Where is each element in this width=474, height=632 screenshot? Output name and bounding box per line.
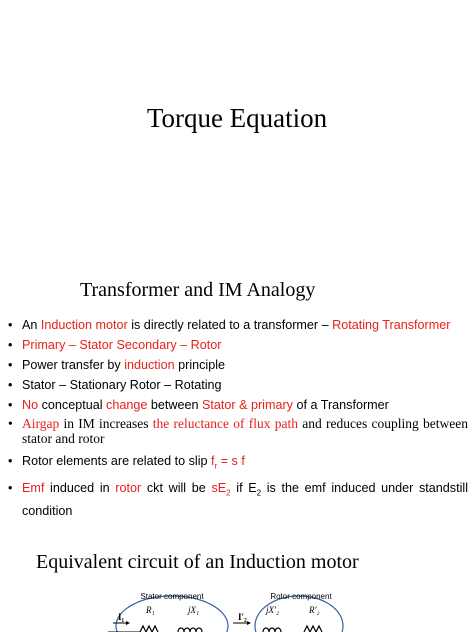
bullet-text-segment: Rotor elements are related to slip xyxy=(22,454,211,468)
bullet-text-segment: of a Transformer xyxy=(292,398,389,412)
x2-inductor xyxy=(263,628,281,632)
analogy-bullet-7 xyxy=(8,452,468,476)
rotor-component-label: Rotor component xyxy=(270,592,332,601)
bullet-text-segment: f xyxy=(211,454,215,468)
bullet-text-segment: Stator & primary xyxy=(201,398,293,412)
bullet-text-segment: ckt will be xyxy=(141,480,212,495)
r2-label: R′₂ xyxy=(309,605,320,615)
slide-title-torque-equation: Torque Equation xyxy=(146,103,328,133)
bullet-dot: • xyxy=(8,358,13,372)
bullet-dot: • xyxy=(8,454,13,468)
bullet-dot: • xyxy=(8,318,13,332)
analogy-bullet-8 xyxy=(8,479,468,521)
analogy-bullet-3 xyxy=(8,356,468,374)
bullet-text-segment: the reluctance of flux path xyxy=(152,416,299,431)
current-i2-label: I′₂ xyxy=(238,612,247,622)
bullet-text-segment: Stator – Stationary Rotor – Rotating xyxy=(22,378,222,392)
bullet-text-segment: 2 xyxy=(256,488,262,498)
r2-resistor xyxy=(304,626,322,632)
analogy-bullet-5 xyxy=(8,396,468,414)
bullet-text-segment: in IM increases xyxy=(59,416,153,431)
bullet-dot: • xyxy=(8,398,13,412)
analogy-bullet-2 xyxy=(8,336,468,354)
bullet-text-segment: between xyxy=(147,398,202,412)
bullet-text-segment: and reduces coupling between stator and rotor xyxy=(22,416,468,446)
r1-label: R₁ xyxy=(146,605,155,615)
bullet-text-segment: rotor xyxy=(115,480,142,495)
stator-ellipse xyxy=(116,596,228,632)
bullet-dot: • xyxy=(8,416,13,431)
bullet-text-segment: Induction motor xyxy=(40,318,128,332)
bullet-dot: • xyxy=(8,480,13,495)
analogy-bullet-6 xyxy=(8,416,468,446)
analogy-bullet-4 xyxy=(8,376,468,394)
stator-component-label: Stator component xyxy=(140,592,204,601)
bullet-text-segment: principle xyxy=(174,358,226,372)
bullet-text-segment: Emf xyxy=(22,480,45,495)
bullet-text-segment: r xyxy=(214,461,218,471)
analogy-bullet-1 xyxy=(8,316,468,334)
bullet-text-segment: = s f xyxy=(217,454,245,468)
bullet-text-segment: Rotating Transformer xyxy=(332,318,451,332)
slide-title-equivalent-circuit: Equivalent circuit of an Induction motor xyxy=(36,551,359,573)
x1-inductor xyxy=(178,628,202,632)
bullet-text-segment: sE xyxy=(211,480,227,495)
bullet-text-segment: is directly related to a transformer – xyxy=(127,318,333,332)
r1-resistor xyxy=(140,626,158,632)
bullet-text-segment: Primary – Stator Secondary – Rotor xyxy=(22,338,222,352)
bullet-text-segment: if E xyxy=(230,480,257,495)
x2-label: jX′₂ xyxy=(266,605,280,615)
slide-title-transformer-analogy: Transformer and IM Analogy xyxy=(80,279,316,301)
bullet-dot: • xyxy=(8,378,13,392)
bullet-text-segment: No xyxy=(22,398,39,412)
bullet-text-segment: conceptual xyxy=(38,398,107,412)
x1-label: jX₁ xyxy=(188,605,200,615)
bullet-text-segment: is the emf induced under standstill condition xyxy=(22,480,468,519)
equivalent-circuit-diagram xyxy=(0,586,474,632)
bullet-text-segment: Airgap xyxy=(22,416,60,431)
bullet-text-segment: Power transfer by xyxy=(22,358,125,372)
current-i1-label: I₁ xyxy=(118,612,125,622)
bullet-text-segment: 2 xyxy=(226,488,231,498)
bullet-dot: • xyxy=(8,338,13,352)
bullet-text-segment: induced in xyxy=(44,480,116,495)
analogy-bullet-list xyxy=(8,316,468,520)
bullet-text-segment: induction xyxy=(124,358,175,372)
bullet-text-segment: An xyxy=(22,318,41,332)
bullet-text-segment: change xyxy=(106,398,148,412)
